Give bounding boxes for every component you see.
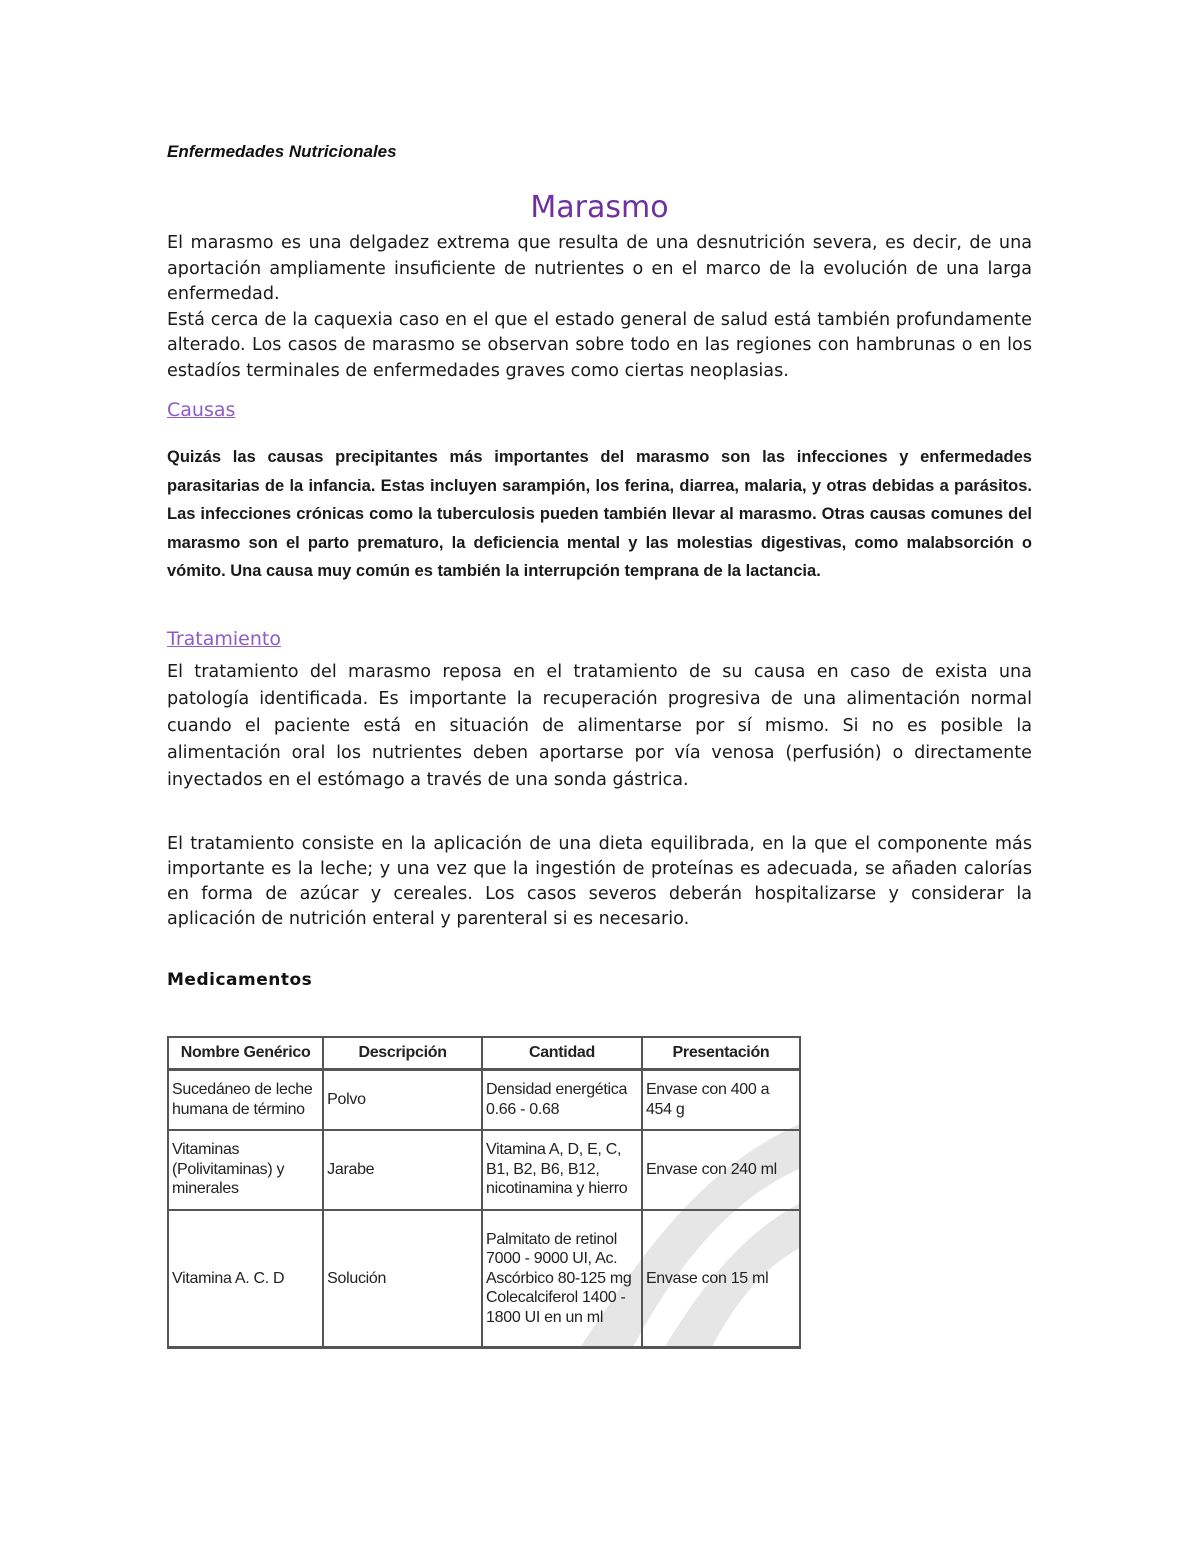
intro-section bbox=[167, 231, 1032, 384]
table-row bbox=[168, 1070, 800, 1130]
document-subject: Enfermedades Nutricionales bbox=[167, 142, 397, 161]
table-row bbox=[168, 1130, 800, 1210]
table-cell: Vitamina A, D, E, C, B1, B2, B6, B12, nicotinamina y hierro bbox=[482, 1130, 642, 1210]
table-cell: Vitaminas (Polivitaminas) y minerales bbox=[168, 1130, 323, 1210]
page-title: Marasmo bbox=[530, 190, 669, 225]
column-header-cantidad: Cantidad bbox=[482, 1037, 642, 1070]
table-cell: Jarabe bbox=[323, 1130, 482, 1210]
table-cell: Envase con 15 ml bbox=[642, 1210, 800, 1348]
medications-table-container bbox=[167, 1036, 801, 1349]
column-header-nombre: Nombre Genérico bbox=[168, 1037, 323, 1070]
table-cell: Palmitato de retinol 7000 - 9000 UI, Ac. Ascórbico 80-125 mg Colecalciferol 1400 - 1800 UI en un ml bbox=[482, 1210, 642, 1348]
intro-paragraph-2: Está cerca de la caquexia caso en el que el estado general de salud está también profundamente alterado. Los casos de marasmo se observan sobre todo en las regiones con hambrunas o en los estadíos terminales de enfermedades graves como ciertas neoplasias. bbox=[167, 309, 1032, 381]
table-header-row bbox=[168, 1037, 800, 1070]
table-cell: Solución bbox=[323, 1210, 482, 1348]
treatment-paragraph-1: El tratamiento del marasmo reposa en el tratamiento de su causa en caso de exista una patología identificada. Es importante la recuperación progresiva de una alimentación normal cuando el paciente está en situación de alimentarse por sí mismo. Si no es posible la alimentación oral los nutrientes deben aportarse por vía venosa (perfusión) o directamente inyectados en el estómago a través de una sonda gástrica. bbox=[167, 662, 1032, 790]
medications-table bbox=[167, 1036, 801, 1349]
table-cell: Envase con 400 a 454 g bbox=[642, 1070, 800, 1130]
medications-heading: Medicamentos bbox=[167, 970, 313, 990]
table-cell: Envase con 240 ml bbox=[642, 1130, 800, 1210]
causes-heading-link[interactable]: Causas bbox=[167, 399, 236, 421]
table-cell: Sucedáneo de leche humana de término bbox=[168, 1070, 323, 1130]
table-cell: Densidad energética 0.66 - 0.68 bbox=[482, 1070, 642, 1130]
intro-paragraph-1: El marasmo es una delgadez extrema que resulta de una desnutrición severa, es decir, de una aportación ampliamente insuficiente de nutrientes o en el marco de la evolución de una larga enfermedad. bbox=[167, 233, 1032, 304]
treatment-heading-link[interactable]: Tratamiento bbox=[167, 628, 281, 650]
column-header-descripcion: Descripción bbox=[323, 1037, 482, 1070]
column-header-presentacion: Presentación bbox=[642, 1037, 800, 1070]
table-row bbox=[168, 1210, 800, 1348]
table-cell: Vitamina A. C. D bbox=[168, 1210, 323, 1348]
causes-paragraph: Quizás las causas precipitantes más importantes del marasmo son las infecciones y enfermedades parasitarias de la infancia. Estas incluyen sarampión, los ferina, diarrea, malaria, y otras debidas a parásitos. Las infecciones crónicas como la tuberculosis pueden también llevar al marasmo. Otras causas comunes del marasmo son el parto prematuro, la deficiencia mental y las molestias digestivas, como malabsorción o vómito. Una causa muy común es también la interrupción temprana de la lactancia. bbox=[167, 448, 1032, 581]
table-cell: Polvo bbox=[323, 1070, 482, 1130]
treatment-paragraph-2: El tratamiento consiste en la aplicación de una dieta equilibrada, en la que el componente más importante es la leche; y una vez que la ingestión de proteínas es adecuada, se añaden calorías en forma de azúcar y cereales. Los casos severos deberán hospitalizarse y considerar la aplicación de nutrición enteral y parenteral si es necesario. bbox=[167, 834, 1032, 929]
